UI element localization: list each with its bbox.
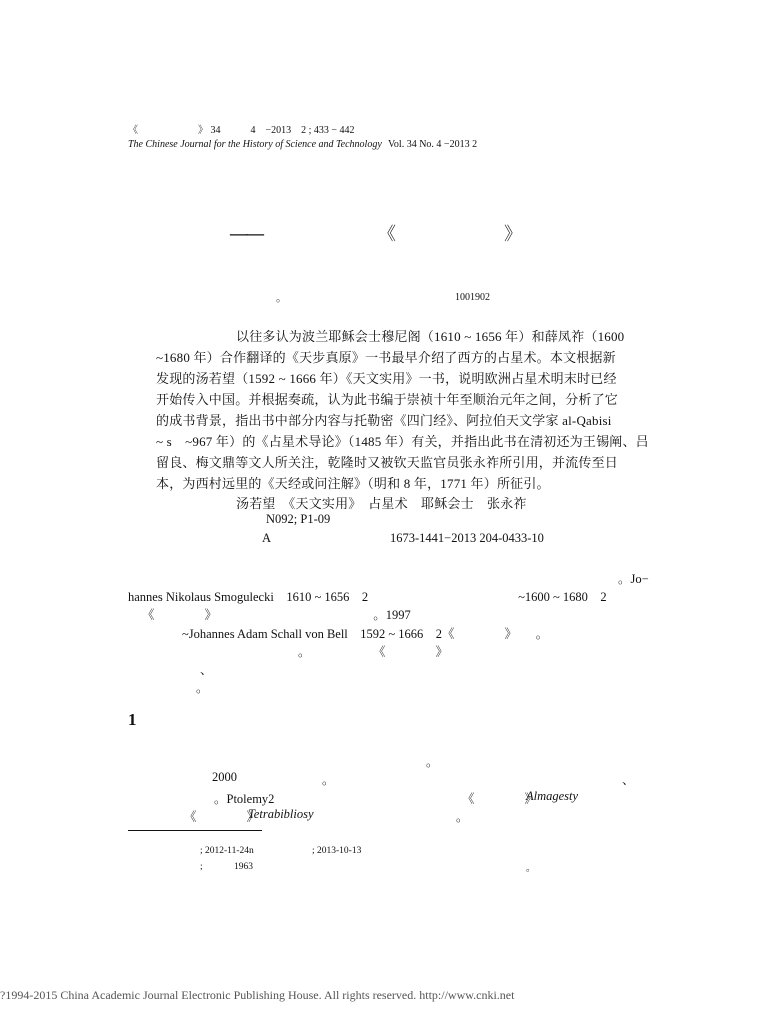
postcode: 1001902 [455,292,490,303]
footnote-revised: ; 2013-10-13 [312,846,362,856]
intro-line: 《 》 。1997 [142,608,411,622]
tetrabiblos-term: Tetrabibliosy [248,807,314,821]
affiliation-dot: 。 [276,292,287,304]
section-comma: 、 [622,773,635,787]
abstract-line: 发现的汤若望（1592 ~ 1666 年）《天文实用》一书，说明欧洲占星术明末时已经 [156,371,617,386]
intro-line-end: 。Jo− [618,572,649,586]
section-year: 2000 [212,770,237,784]
footnote-author: ; [200,862,203,872]
footnote-author-year: 1963 [234,862,253,872]
classification-number: N092; P1-09 [266,512,331,526]
section-number: 1 [128,710,137,729]
intro-line: 。 《 》 [298,645,449,659]
document-code: A [262,531,272,545]
title-dash: —— [230,223,262,243]
section-bracket: 《 》 [462,792,538,806]
keywords: 汤若望 《天文实用》 占星术 耶稣会士 张永祚 [236,496,527,511]
section-line: 。Ptolemy2 [214,792,275,806]
abstract-line: 开始传入中国。并根据奏疏，认为此书编于崇祯十年至顺治元年之间，分析了它 [156,392,619,407]
copyright-footer: ?1994-2015 China Academic Journal Electronic Publishing House. All rights reserved. http://www.cnki.net [0,988,515,1002]
abstract-line: 的成书背景，指出书中部分内容与托勒密《四门经》、阿拉伯天文学家 al-Qabisi [156,413,612,428]
title-bracket: 《 》 [378,224,522,244]
abstract-line: 本，为西村远里的《天经或问注解》（明和 8 年，1771 年）所征引。 [156,476,550,491]
footnote-end: 。 [526,864,536,874]
abstract-line: 以往多认为波兰耶稣会士穆尼阁（1610 ~ 1656 年）和薛凤祚（1600 [236,329,625,344]
footnote-received: ; 2012-11-24n [200,846,254,856]
abstract-line: ~ s ~967 年）的《占星术导论》（1485 年）有关，并指出此书在清初还为王锡阐、吕 [156,434,649,449]
article-id: 1673-1441−2013 204-0433-10 [390,531,544,545]
intro-line: 、 [200,663,213,677]
almagest-term: Almagesty [526,789,579,803]
journal-title-english: The Chinese Journal for the History of Science and Technology [128,139,382,150]
intro-line: ~Johannes Adam Schall von Bell 1592 ~ 1666 2《 》 。 [182,627,549,641]
section-dot: 。 [456,810,469,824]
journal-volume: Vol. 34 No. 4 −2013 2 [388,139,478,150]
abstract-line: ~1680 年）合作翻译的《天步真原》一书最早介绍了西方的占星术。本文根据新 [156,350,616,365]
section-bracket: 《 》 [184,810,260,824]
footnote-rule [128,830,262,831]
section-dot: 。 [322,773,335,787]
intro-line: hannes Nikolaus Smogulecki 1610 ~ 1656 2 ~1600 ~ 1680 2 [128,590,607,604]
section-line: 。 [426,755,439,769]
journal-header-line1: 《 》 34 4 −2013 2 ; 433 − 442 [128,125,355,136]
intro-line: 。 [196,681,209,695]
abstract-line: 留良、梅文鼎等文人所关注，乾隆时又被钦天监官员张永祚所引用，并流传至日 [156,455,619,470]
